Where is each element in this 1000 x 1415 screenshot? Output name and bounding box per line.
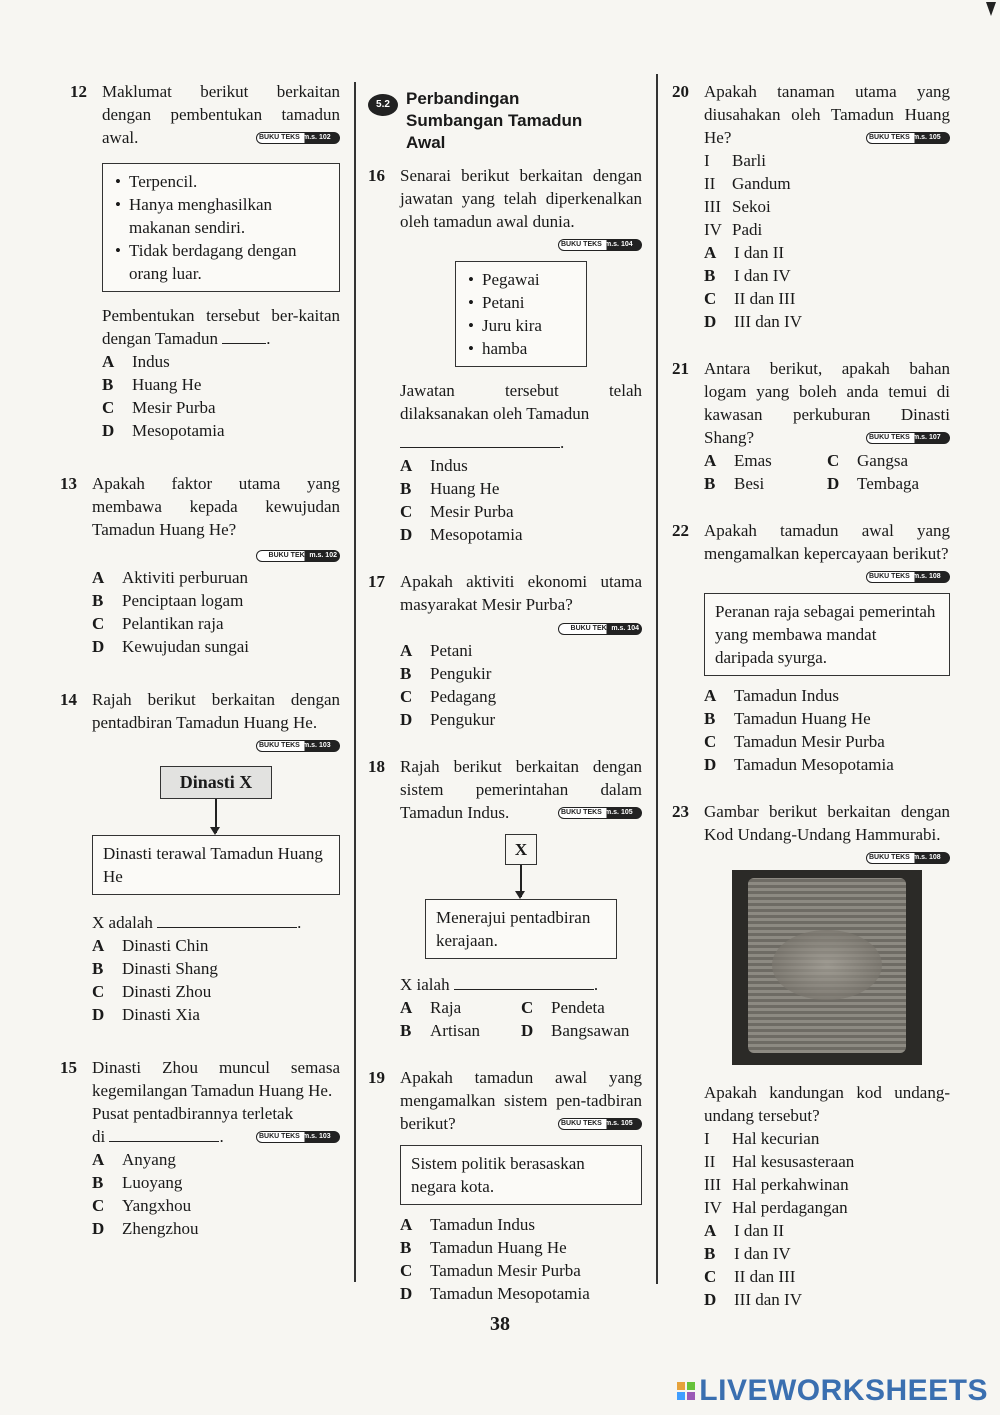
info-bullet: • Pegawai [466,268,576,291]
question-stem: X ialah [400,975,450,994]
roman-item: III Hal perkahwinan [704,1175,849,1194]
info-box [455,261,587,367]
option-b[interactable]: B Luoyang [92,1173,183,1192]
section-header [368,88,642,154]
option-a[interactable]: A Indus [400,456,468,475]
question-17 [368,570,642,731]
question-22 [672,519,950,776]
option-b[interactable]: B Tamadun Huang He [704,709,871,728]
diagram: X Menerajui pentadbiran kerajaan. X ialah . [400,834,642,996]
option-b[interactable]: B I dan IV [704,1244,791,1263]
column-2 [368,88,642,1323]
option-d[interactable]: D III dan IV [704,1290,802,1309]
liveworksheets-logo[interactable] [677,1374,988,1408]
textbook-ref-badge: BUKU TEKS m.s. 107 [866,432,950,444]
corner-mark [986,2,996,16]
column-divider-1 [354,82,356,1282]
answer-blank[interactable] [109,1127,219,1142]
option-a[interactable]: A I dan II [704,1221,785,1240]
textbook-ref-badge: BUKU TEKS m.s. 103 [256,740,340,752]
option-c[interactable]: C Pendeta [521,998,605,1017]
hammurabi-tablet-image [732,870,922,1065]
option-c[interactable]: C Tamadun Mesir Purba [704,732,885,751]
answer-blank[interactable] [157,913,297,928]
option-b[interactable]: B Huang He [400,479,500,498]
textbook-ref-badge: BUKU TEKS m.s. 103 [256,1131,340,1143]
option-c[interactable]: C Pedagang [400,687,497,706]
question-number: 15 [60,1058,77,1077]
diagram-top-box: X [505,834,537,865]
question-number: 22 [672,521,689,540]
question-stem: Pembentukan tersebut ber-kaitan dengan Tamadun [102,306,340,348]
option-a[interactable]: A Aktiviti perburuan [92,568,249,587]
question-18 [368,755,642,1042]
column-divider-2 [656,74,658,1284]
question-stem: Jawatan tersebut telah dilaksanakan oleh Tamadun [400,381,642,423]
question-19 [368,1066,642,1305]
question-text: Senarai berikut berkaitan dengan jawatan yang telah diperkenalkan oleh tamadun awal dunia. [400,166,642,231]
roman-item: I Barli [704,151,766,170]
option-a[interactable]: A Raja [400,998,462,1017]
question-text: Apakah faktor utama yang membawa kepada kewujudan Tamadun Huang He? [92,474,340,539]
option-c[interactable]: C Mesir Purba [102,398,216,417]
question-text: Gambar berikut berkaitan dengan Kod Undang-Undang Hammurabi. [704,802,950,844]
option-a[interactable]: A Dinasti Chin [92,936,209,955]
question-16: 16 Senarai berikut berkaitan dengan jawatan yang telah diperkenalkan oleh tamadun awal dunia. BUKU TEKS m.s. 104 • Pegawai • Petani • Juru kira • hamba Jawatan tersebut telah dilaksanakan oleh Tamadun . A Indus B Huang He C Mesir Purba D Mesopotamia [368,164,642,546]
diagram-top-box: Dinasti X [160,766,272,799]
question-23 [672,800,950,1311]
option-c[interactable]: C II dan III [704,289,796,308]
question-number: 14 [60,690,77,709]
question-number: 18 [368,757,385,776]
info-bullet: • Juru kira [466,314,576,337]
question-text: Maklumat berikut berkaitan dengan pembentukan tamadun awal. [102,82,340,147]
section-title: Perbandingan Sumbangan Tamadun Awal [406,89,583,152]
question-text: Apakah aktiviti ekonomi utama masyarakat Mesir Purba? [400,572,642,614]
info-bullet: • Tidak berdagang dengan orang luar. [113,239,329,285]
option-c[interactable]: C Dinasti Zhou [92,982,212,1001]
option-b[interactable]: B Besi [704,474,765,493]
textbook-ref-badge: BUKU TEKS m.s. 105 [558,807,642,819]
roman-item: II Hal kesusasteraan [704,1152,855,1171]
option-c[interactable]: C Pelantikan raja [92,614,224,633]
info-bullet: • hamba [466,337,576,360]
roman-item: IV Padi [704,220,763,239]
option-b[interactable]: B Penciptaan logam [92,591,244,610]
page-number: 38 [490,1313,510,1335]
question-number: 23 [672,802,689,821]
roman-item: I Hal kecurian [704,1129,820,1148]
question-text: Rajah berikut berkaitan dengan sistem pemerintahan dalam Tamadun Indus. [400,757,642,822]
option-b[interactable]: B I dan IV [704,266,791,285]
question-stem: Pusat pentadbirannya terletak [92,1104,294,1123]
option-a[interactable]: A Tamadun Indus [400,1215,536,1234]
option-d[interactable]: D Dinasti Xia [92,1005,200,1024]
textbook-ref-badge: BUKU TEKS m.s. 108 [866,852,950,864]
option-a[interactable]: A Emas [704,451,772,470]
question-number: 13 [60,474,77,493]
textbook-ref-badge: BUKU TEKSm.s. 104 [558,623,642,635]
question-21 [672,357,950,495]
option-d[interactable]: D Mesopotamia [102,421,225,440]
arrow-down-icon [215,799,217,833]
option-a[interactable]: A Indus [102,352,170,371]
info-bullet: • Hanya menghasilkan makanan sendiri. [113,193,329,239]
question-text: Dinasti Zhou muncul semasa kegemilangan Tamadun Huang He. [92,1058,340,1100]
question-stem-2: di [92,1127,106,1146]
textbook-ref-badge: BUKU TEKSm.s. 102 [256,550,340,562]
diagram-bottom-box: Menerajui pentadbiran kerajaan. [425,899,617,959]
question-number: 20 [672,82,689,101]
question-14 [60,688,340,1026]
question-text: Antara berikut, apakah bahan logam yang boleh anda temui di kawasan perkuburan Dinasti Shang? [704,359,950,447]
diagram: Dinasti X Dinasti terawal Tamadun Huang He X adalah . [92,766,340,934]
column-3 [672,80,950,1329]
question-number: 19 [368,1068,385,1087]
info-bullet: • Terpencil. [113,170,329,193]
option-c[interactable]: C Yangxhou [92,1196,192,1215]
options [102,350,340,442]
option-a[interactable]: A I dan II [704,243,785,262]
option-d[interactable]: D Bangsawan [521,1021,630,1040]
option-c[interactable]: C Mesir Purba [400,502,514,521]
roman-item: II Gandum [704,174,791,193]
logo-text: LIVEWORKSHEETS [699,1374,988,1407]
question-text: Apakah tamadun awal yang mengamalkan sistem pen-tadbiran berikut? [400,1068,642,1133]
roman-item: III Sekoi [704,197,771,216]
arrow-down-icon [520,865,522,897]
answer-blank[interactable] [222,329,266,344]
question-12: 12 Maklumat berikut berkaitan dengan pembentukan tamadun awal. BUKU TEKS m.s. 102 • Terpencil. • Hanya menghasilkan makanan sendiri. • Tidak berdagang dengan orang luar. Pembentukan tersebut ber-kaitan dengan Tamadun . A Indus B Huang He C Mesir Purba D Mesopotamia [70,80,340,442]
logo-grid-icon [677,1382,695,1400]
textbook-ref-badge: BUKU TEKS m.s. 105 [558,1118,642,1130]
option-d[interactable]: D Tembaga [827,474,920,493]
question-number: 12 [70,82,87,101]
question-20 [672,80,950,333]
option-a[interactable]: A Anyang [92,1150,176,1169]
question-13 [60,472,340,658]
info-box: Sistem politik berasaskan negara kota. [400,1145,642,1205]
option-b[interactable]: B Huang He [102,375,202,394]
textbook-ref-badge: BUKU TEKS m.s. 102 [256,132,340,144]
option-a[interactable]: A Tamadun Indus [704,686,840,705]
question-stem: X adalah [92,913,153,932]
option-d[interactable]: D III dan IV [704,312,802,331]
option-b[interactable]: B Artisan [400,1021,481,1040]
info-box [102,163,340,292]
section-number: 5.2 [368,94,398,116]
option-d[interactable]: D Zhengzhou [92,1219,199,1238]
option-d[interactable]: D Pengukur [400,710,496,729]
option-b[interactable]: B Tamadun Huang He [400,1238,567,1257]
textbook-ref-badge: BUKU TEKS m.s. 108 [866,571,950,583]
option-d[interactable]: D Mesopotamia [400,525,523,544]
question-number: 21 [672,359,689,378]
option-c[interactable]: C Tamadun Mesir Purba [400,1261,581,1280]
question-stem: Apakah kandungan kod undang-undang tersebut? [704,1083,950,1125]
textbook-ref-badge: BUKU TEKS m.s. 104 [558,239,642,251]
option-d[interactable]: D Tamadun Mesopotamia [400,1284,590,1303]
diagram-bottom-box: Dinasti terawal Tamadun Huang He [92,835,340,895]
textbook-ref-badge: BUKU TEKS m.s. 105 [866,132,950,144]
option-d[interactable]: D Tamadun Mesopotamia [704,755,894,774]
question-15: 15 Dinasti Zhou muncul semasa kegemilangan Tamadun Huang He. Pusat pentadbirannya terletak di . BUKU TEKS m.s. 103 A Anyang B Luoyang C Yangxhou D Zhengzhou [60,1058,340,1238]
option-a[interactable]: A Petani [400,641,473,660]
info-bullet: • Petani [466,291,576,314]
answer-blank[interactable] [454,975,594,990]
question-text: Apakah tamadun awal yang mengamalkan kepercayaan berikut? [704,521,950,563]
answer-blank[interactable] [400,433,560,448]
question-text: Apakah tanaman utama yang diusahakan oleh Tamadun Huang He? [704,82,950,147]
option-c[interactable]: C II dan III [704,1267,796,1286]
column-1 [60,80,340,1258]
question-number: 16 [368,166,385,185]
option-b[interactable]: B Pengukir [400,664,492,683]
roman-item: IV Hal perdagangan [704,1198,848,1217]
option-d[interactable]: D Kewujudan sungai [92,637,250,656]
question-text: Rajah berikut berkaitan dengan pentadbiran Tamadun Huang He. [92,690,340,732]
info-box: Peranan raja sebagai pemerintah yang membawa mandat daripada syurga. [704,593,950,676]
option-b[interactable]: B Dinasti Shang [92,959,218,978]
option-c[interactable]: C Gangsa [827,451,908,470]
question-number: 17 [368,572,385,591]
